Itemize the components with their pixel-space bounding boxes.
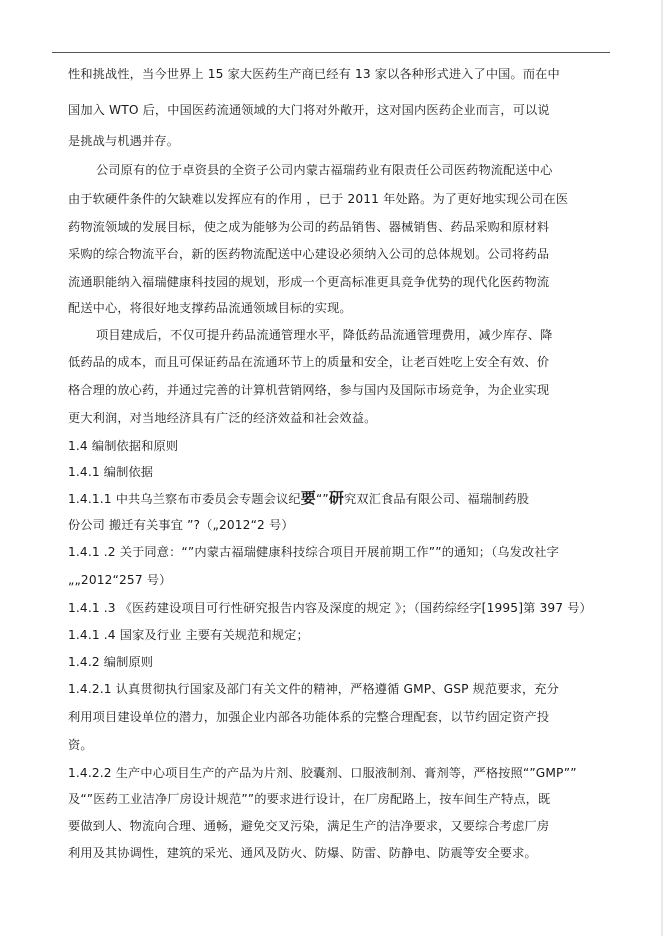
reference-text-large: 研 <box>328 490 345 507</box>
body-paragraph-line: 采购的综合物流平台，新的医药物流配送中心建设必须纳入公司的总体规划。公司将药品 <box>68 247 550 261</box>
body-paragraph-line: 利用项目建设单位的潜力，加强企业内部各功能体系的完整合理配套，以节约固定资产投 <box>68 710 550 724</box>
body-paragraph-line: 公司原有的位于卓资县的全资子公司内蒙古福瑞药业有限责任公司医药物流配送中心 <box>96 163 553 177</box>
body-paragraph-line: 配送中心，将很好地支撑药品流通领域目标的实现。 <box>68 301 352 315</box>
body-paragraph-line: 利用及其协调性，建筑的采光、通风及防火、防爆、防雷、防静电、防震等安全要求。 <box>68 846 537 860</box>
body-paragraph-line: 国加入 WTO 后，中国医药流通领域的大门将对外敞开，这对国内医药企业而言，可以说 <box>68 103 550 117</box>
reference-text: 1.4.1.1 中共乌兰察布市委员会专题会议纪 <box>68 492 301 506</box>
header-rule <box>52 52 610 53</box>
body-paragraph-line: 格合理的放心药，并通过完善的计算机营销网络，参与国内及国际市场竞争，为企业实现 <box>68 383 550 397</box>
body-paragraph-line: „„2012“257 号） <box>68 573 172 587</box>
reference-text-large: 要 <box>300 490 316 507</box>
reference-item <box>68 490 600 507</box>
body-paragraph-line: 及“”医药工业洁净厂房设计规范””的要求进行设计，在厂房配路上，按车间生产特点，既 <box>68 792 551 806</box>
principle-item: 1.4.2.2 生产中心项目生产的产品为片剂、胶囊剂、口服液制剂、膏剂等，严格按照“”GMP”” <box>68 766 577 780</box>
body-paragraph-line: 更大利润，对当地经济具有广泛的经济效益和社会效益。 <box>68 411 377 425</box>
body-paragraph-line: 药物流领域的发展目标，使之成为能够为公司的药品销售、器械销售、药品采购和原材料 <box>68 220 550 234</box>
reference-quote-marks: “” <box>315 492 329 506</box>
reference-item: 1.4.1 .4 国家及行业 主要有关规范和规定； <box>68 628 309 642</box>
body-paragraph-line: 是挑战与机遇并存。 <box>68 134 180 148</box>
body-paragraph-line: 流通职能纳入福瑞健康科技园的规划，形成一个更高标准更具竞争优势的现代化医药物流 <box>68 275 550 289</box>
body-paragraph-line: 低药品的成本，而且可保证药品在流通环节上的质量和安全，让老百姓吃上安全有效、价 <box>68 355 550 369</box>
body-paragraph-line: 份公司 搬迁有关事宜 ”?（„2012“2 号） <box>68 518 294 532</box>
body-paragraph-line: 由于软硬件条件的欠缺难以发挥应有的作用 ，已于 2011 年处路。为了更好地实现公司在医 <box>68 192 569 206</box>
body-paragraph-line: 项目建成后，不仅可提升药品流通管理水平，降低药品流通管理费用，减少库存、降 <box>96 328 553 342</box>
section-heading: 1.4 编制依据和原则 <box>68 439 179 453</box>
subsection-heading: 1.4.2 编制原则 <box>68 655 154 669</box>
principle-item: 1.4.2.1 认真贯彻执行国家及部门有关文件的精神，严格遵循 GMP、GSP 规范要求，充分 <box>68 682 559 696</box>
reference-item: 1.4.1 .2 关于同意：“”内蒙古福瑞健康科技综合项目开展前期工作””的通知；（乌发改社字 <box>68 545 559 559</box>
body-paragraph-line: 资。 <box>68 738 93 752</box>
reference-item: 1.4.1 .3 《医药建设项目可行性研究报告内容及深度的规定 》；（国药综经字[1995]第 397 号） <box>68 601 592 615</box>
body-paragraph-line: 性和挑战性，当今世界上 15 家大医药生产商已经有 13 家以各种形式进入了中国。而在中 <box>68 67 560 81</box>
subsection-heading: 1.4.1 编制依据 <box>68 465 154 479</box>
reference-text: 究双汇食品有限公司、福瑞制药股 <box>344 492 530 506</box>
body-paragraph-line: 要做到人、物流向合理、通畅，避免交叉污染，满足生产的洁净要求，又要综合考虑厂房 <box>68 819 550 833</box>
